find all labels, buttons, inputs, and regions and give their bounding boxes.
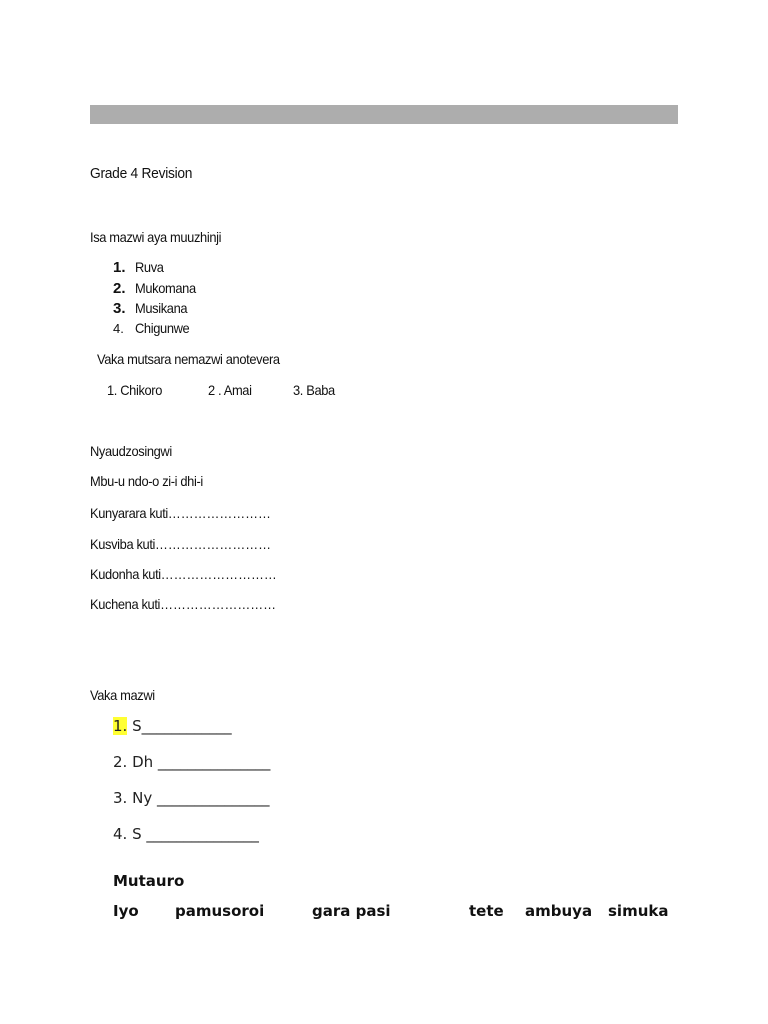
list-item: 4. Chigunwe — [113, 320, 190, 336]
highlighted-number: 1. — [113, 717, 128, 735]
section2-heading: Vaka mutsara nemazwi anotevera — [97, 351, 280, 367]
word-item: simuka — [608, 902, 669, 920]
list-item: 1. S____________ — [113, 717, 232, 735]
section4-heading: Vaka mazwi — [90, 687, 155, 703]
section5-heading: Mutauro — [113, 872, 185, 890]
list-item: 3. Baba — [293, 382, 335, 398]
blank-dots: ……………………… — [160, 566, 277, 582]
word-item: ambuya — [525, 902, 593, 920]
word-item: Iyo — [113, 902, 139, 920]
fill-line: Kuchena kuti……………………… — [90, 596, 276, 612]
blank-dots: ……………………… — [155, 536, 271, 552]
blank-dots: …………………… — [167, 505, 271, 521]
fill-line: Kunyarara kuti…………………… — [90, 505, 271, 521]
header-bar — [90, 105, 678, 124]
word-item: tete — [469, 902, 504, 920]
list-item: 4. S _______________ — [113, 825, 259, 843]
list-item: 2 . Amai — [208, 382, 252, 398]
list-item: 1. Chikoro — [107, 382, 163, 398]
word-item: gara pasi — [312, 902, 391, 920]
blank-dots: ……………………… — [160, 596, 276, 612]
section3-example: Mbu-u ndo-o zi-i dhi-i — [90, 473, 203, 489]
list-item: 2. Dh _______________ — [113, 753, 271, 771]
section3-heading: Nyaudzosingwi — [90, 443, 172, 459]
list-item: 3. Ny _______________ — [113, 789, 270, 807]
section1-heading: Isa mazwi aya muuzhinji — [90, 229, 222, 245]
list-item: 2. Mukomana — [113, 280, 196, 297]
page-title: Grade 4 Revision — [90, 165, 193, 182]
word-item: pamusoroi — [175, 902, 265, 920]
fill-line: Kusviba kuti……………………… — [90, 536, 271, 552]
list-item: 3. Musikana — [113, 300, 188, 317]
fill-line: Kudonha kuti……………………… — [90, 566, 277, 582]
list-item: 1. Ruva — [113, 259, 164, 276]
